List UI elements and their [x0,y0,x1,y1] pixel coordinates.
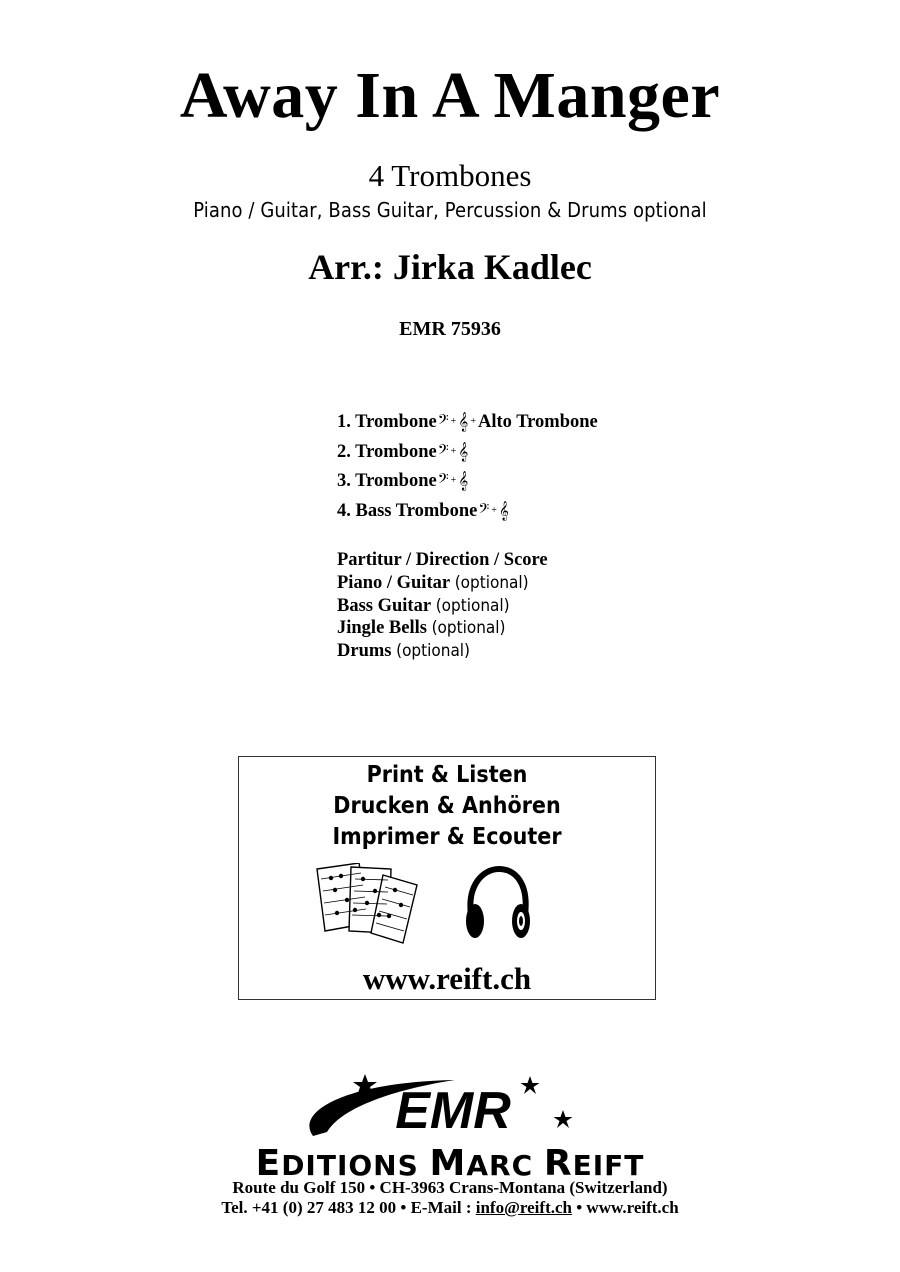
part-label: 4. Bass Trombone [337,500,478,521]
treble-clef-icon: 𝄞 [498,500,509,521]
material-name: Bass Guitar [337,595,432,616]
part-item: 3. Trombone𝄢 + 𝄞 [337,471,469,491]
material-item [337,640,548,663]
publisher-address: Route du Golf 150 • CH-3963 Crans-Montana (Switzerland) [232,1178,668,1197]
material-name: Partitur / Direction / Score [337,550,548,570]
material-note: (optional) [431,618,506,639]
material-item [337,549,548,572]
publisher-initial: E [255,1143,282,1184]
bass-clef-icon: 𝄢 [437,412,449,432]
publisher-initial: R [543,1143,573,1184]
emr-logo [305,1072,580,1142]
bass-clef-icon: 𝄢 [437,441,449,462]
material-note: (optional) [454,572,529,593]
bass-clef-icon: 𝄢 [437,471,449,491]
material-note: (optional) [435,595,510,616]
logo-mark: EMR [395,1082,511,1140]
material-item [337,617,548,640]
publisher-contact [0,1198,900,1218]
bass-clef-icon: 𝄢 [478,500,490,521]
publisher-initial: M [429,1143,467,1184]
material-name: Drums [337,641,392,662]
part-item: 1. Trombone𝄢 + 𝄞 + Alto Trombone [337,412,598,432]
part-item: 4. Bass Trombone𝄢 + 𝄞 [337,500,509,521]
publisher-word: DITIONS [281,1149,430,1182]
material-name: Jingle Bells [337,618,427,639]
subtitle: 4 Trombones [368,158,532,193]
sheet-music-icon [311,863,423,945]
promo-line-german: Drucken & Anhören [333,793,561,819]
publisher-word: EIFT [572,1149,645,1182]
contact-website: • www.reift.ch [571,1198,679,1217]
parts-list [337,412,598,530]
material-name: Piano / Guitar [337,572,451,593]
materials-list [337,549,548,663]
page-title: Away In A Manger [179,59,721,132]
part-suffix: Alto Trombone [478,412,598,432]
publisher-word: ARC [466,1149,544,1182]
print-listen-box [238,756,656,1000]
treble-clef-icon: 𝄞 [458,441,469,462]
part-label: 3. Trombone [337,471,437,491]
material-item [337,595,548,618]
treble-clef-icon: 𝄞 [458,471,469,491]
promo-line-french: Imprimer & Ecouter [332,824,562,850]
instrumentation-line: Piano / Guitar, Bass Guitar, Percussion & Drums optional [193,198,707,222]
part-label: 2. Trombone [337,441,437,462]
email-link[interactable]: info@reift.ch [475,1198,572,1217]
material-note: (optional) [396,641,471,662]
part-item: 2. Trombone𝄢 + 𝄞 [337,441,469,462]
promo-line-english: Print & Listen [366,762,528,788]
treble-clef-icon: 𝄞 [458,412,469,432]
contact-phone: Tel. +41 (0) 27 483 12 00 • E-Mail : [221,1198,476,1217]
catalog-number: EMR 75936 [399,318,501,340]
part-label: 1. Trombone [337,412,437,432]
promo-url: www.reift.ch [362,961,532,996]
headphones-icon [463,865,533,945]
material-item [337,572,548,595]
arranger: Arr.: Jirka Kadlec [308,247,592,287]
